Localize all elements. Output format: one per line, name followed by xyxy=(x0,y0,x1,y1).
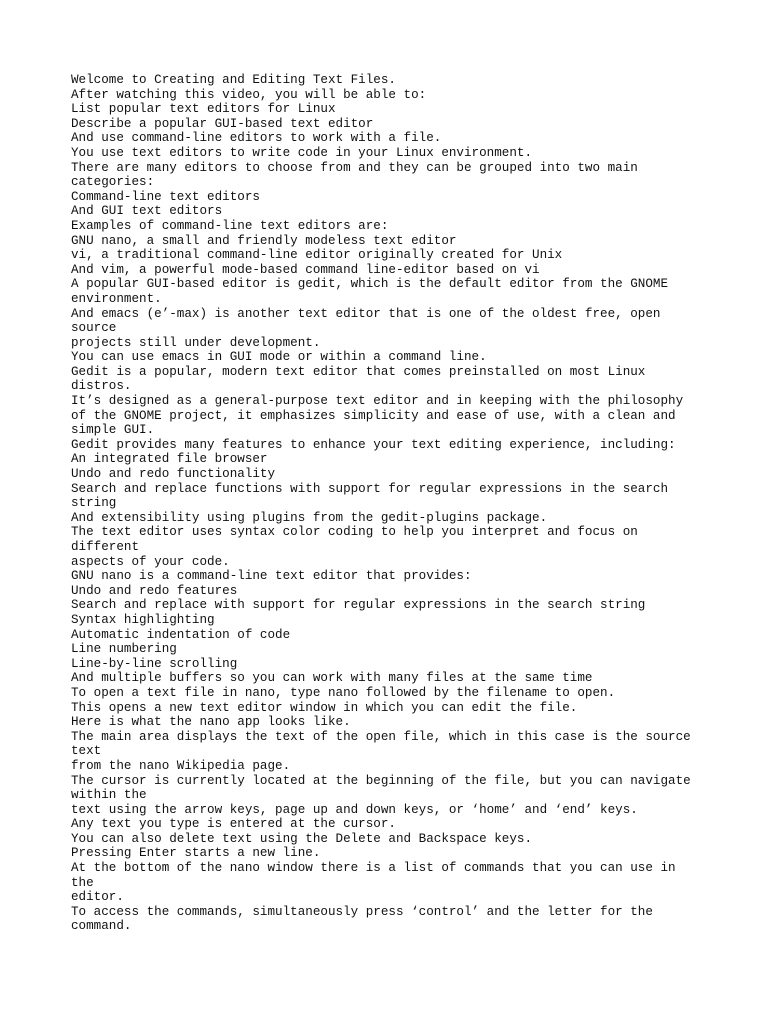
text-line: Welcome to Creating and Editing Text Files. xyxy=(71,73,396,87)
text-line: An integrated file browser xyxy=(71,452,268,467)
text-line: Command-line text editors xyxy=(71,189,260,204)
document-page xyxy=(71,73,711,934)
text-line: This opens a new text editor window in which you can edit the file. xyxy=(71,700,578,715)
text-line: Undo and redo features xyxy=(71,583,238,598)
text-line: projects still under development. xyxy=(71,335,321,350)
text-line: Line-by-line scrolling xyxy=(71,656,238,671)
text-line: editor. xyxy=(71,890,124,905)
text-line: And extensibility using plugins from the gedit-plugins package. xyxy=(71,510,548,525)
text-line: Describe a popular GUI-based text editor xyxy=(71,116,374,131)
text-line: Examples of command-line text editors are: xyxy=(71,218,389,233)
text-line: The main area displays the text of the open file, which in this case is the source xyxy=(71,729,691,744)
text-line: Undo and redo functionality xyxy=(71,467,276,482)
text-line: command. xyxy=(71,919,132,934)
text-line: Syntax highlighting xyxy=(71,612,215,627)
text-line: You can also delete text using the Delete and Backspace keys. xyxy=(71,831,533,846)
text-line: And use command-line editors to work with a file. xyxy=(71,131,442,146)
text-line: The cursor is currently located at the beginning of the file, but you can navigate xyxy=(71,773,691,788)
text-line: categories: xyxy=(71,175,155,190)
text-line: To open a text file in nano, type nano followed by the filename to open. xyxy=(71,685,616,700)
text-line: of the GNOME project, it emphasizes simplicity and ease of use, with a clean and xyxy=(71,408,676,423)
text-line: List popular text editors for Linux xyxy=(71,102,336,117)
text-line: And vim, a powerful mode-based command line-editor based on vi xyxy=(71,262,540,277)
text-line: To access the commands, simultaneously press ‘control’ and the letter for the xyxy=(71,904,653,919)
text-line: After watching this video, you will be able to: xyxy=(71,87,427,102)
text-line: You can use emacs in GUI mode or within a command line. xyxy=(71,350,487,365)
text-line: There are many editors to choose from and they can be grouped into two main xyxy=(71,160,638,175)
text-line: source xyxy=(71,321,117,336)
text-line: text using the arrow keys, page up and down keys, or ‘home’ and ‘end’ keys. xyxy=(71,802,638,817)
text-line: Here is what the nano app looks like. xyxy=(71,715,351,730)
text-line: Any text you type is entered at the cursor. xyxy=(71,817,396,832)
text-line: The text editor uses syntax color coding to help you interpret and focus on xyxy=(71,525,638,540)
text-line: text xyxy=(71,744,102,759)
text-line: A popular GUI-based editor is gedit, which is the default editor from the GNOME xyxy=(71,277,669,292)
text-line: string xyxy=(71,496,117,511)
text-line: Automatic indentation of code xyxy=(71,627,291,642)
text-line: GNU nano is a command-line text editor that provides: xyxy=(71,569,472,584)
text-line: Pressing Enter starts a new line. xyxy=(71,846,321,861)
text-line: You use text editors to write code in your Linux environment. xyxy=(71,145,533,160)
text-line: from the nano Wikipedia page. xyxy=(71,758,291,773)
text-line: Gedit is a popular, modern text editor that comes preinstalled on most Linux xyxy=(71,364,646,379)
text-line: different xyxy=(71,540,140,554)
text-line: Gedit provides many features to enhance your text editing experience, including: xyxy=(71,437,676,452)
text-line: distros. xyxy=(71,379,132,394)
text-line: Line numbering xyxy=(71,642,177,657)
text-line: Search and replace functions with support for regular expressions in the search xyxy=(71,481,669,496)
text-line: And multiple buffers so you can work with many files at the same time xyxy=(71,671,593,686)
text-line: the xyxy=(71,875,94,890)
text-line: vi, a traditional command-line editor originally created for Unix xyxy=(71,248,563,263)
text-line: Search and replace with support for regular expressions in the search string xyxy=(71,598,646,613)
text-line: environment. xyxy=(71,291,162,306)
text-line: And emacs (e’-max) is another text editor that is one of the oldest free, open xyxy=(71,306,661,321)
text-line: simple GUI. xyxy=(71,423,155,438)
text-line: And GUI text editors xyxy=(71,204,223,219)
text-line: aspects of your code. xyxy=(71,554,230,569)
text-line: within the xyxy=(71,788,147,803)
text-line: It’s designed as a general-purpose text editor and in keeping with the philosophy xyxy=(71,394,684,409)
text-line: At the bottom of the nano window there is a list of commands that you can use in xyxy=(71,861,676,876)
text-line: GNU nano, a small and friendly modeless text editor xyxy=(71,233,457,248)
